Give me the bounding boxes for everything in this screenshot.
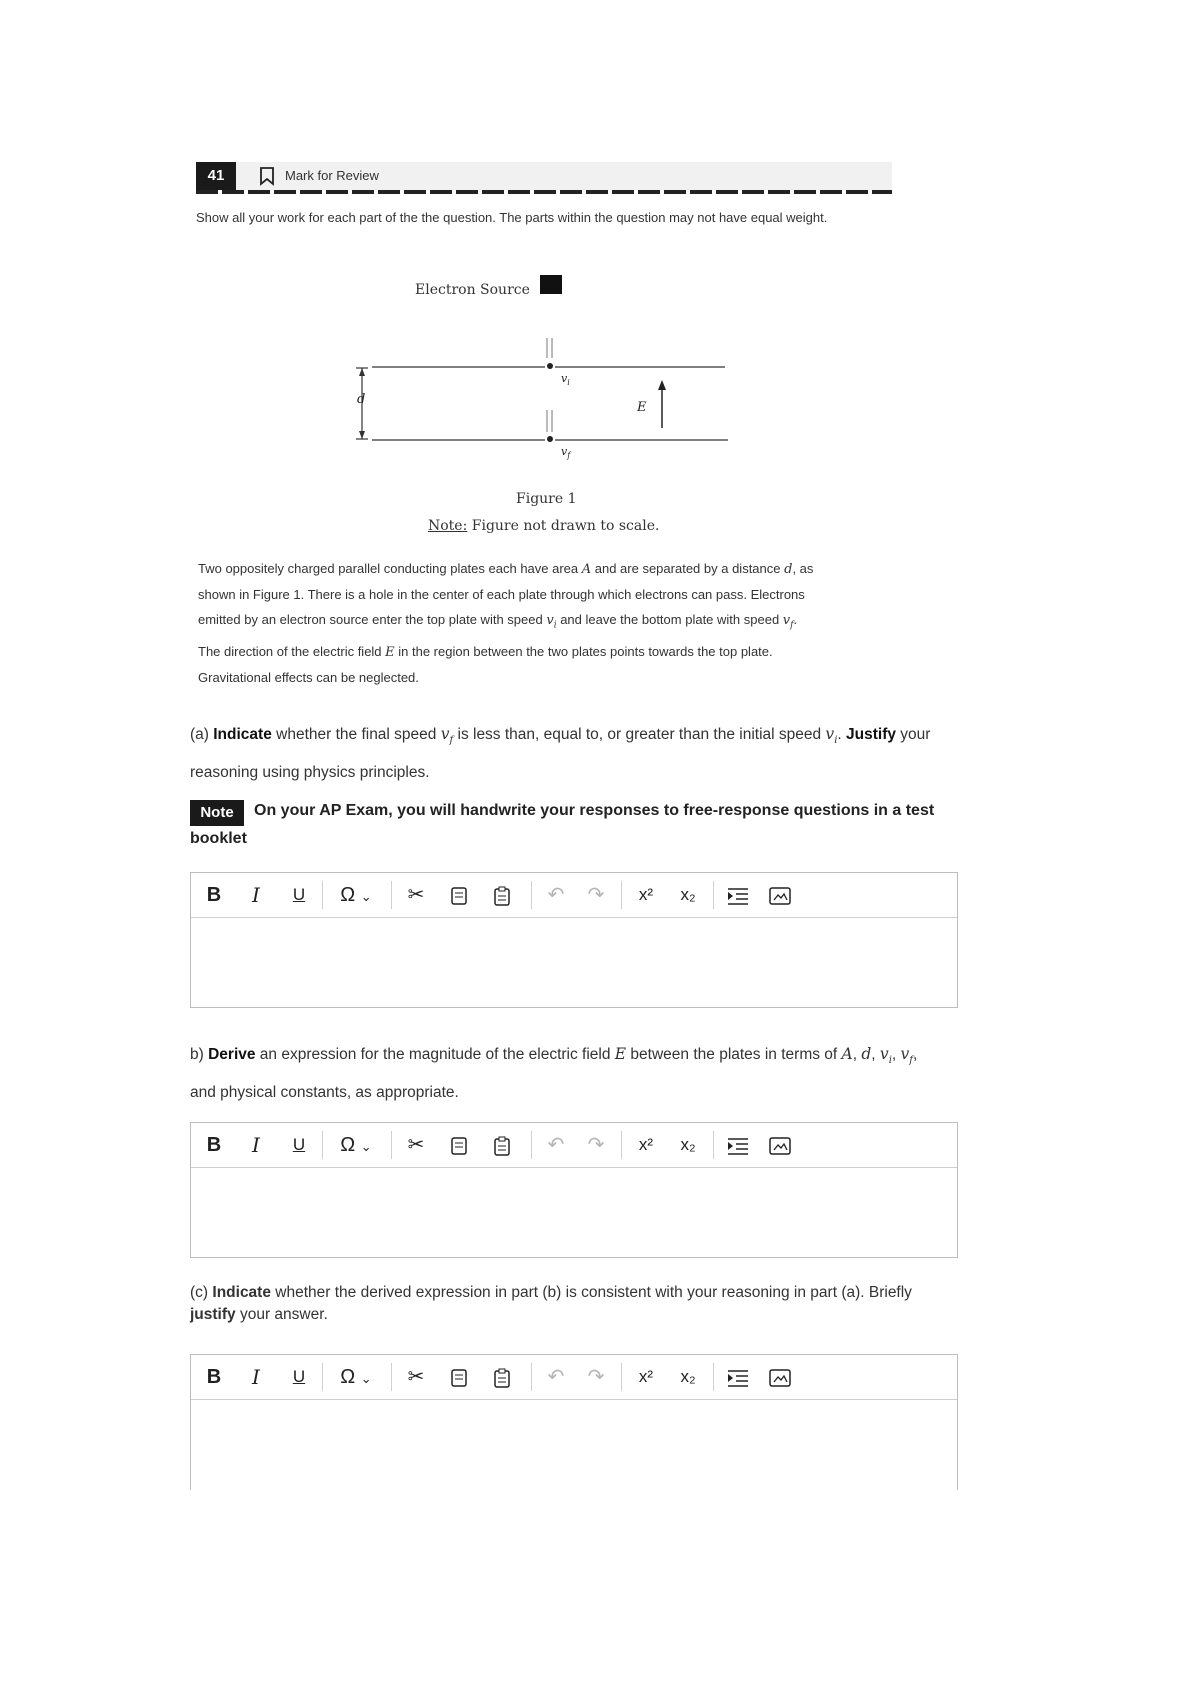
instructions-text: Show all your work for each part of the the question. The parts within the question may not have equal weight. [196, 210, 828, 225]
part-b-prompt: b) Derive an expression for the magnitude of the electric field E between the plates in terms of A, d, $v_i$, $v_f$, and physical constants, as appropriate. [190, 1045, 918, 1102]
answer-editor-b [190, 1122, 958, 1258]
image-icon[interactable] [765, 873, 795, 917]
note-text-cont: booklet [190, 830, 247, 847]
superscript-button[interactable]: x² [638, 885, 654, 904]
bookmark-icon[interactable] [258, 166, 276, 186]
copy-icon[interactable] [444, 873, 474, 917]
paste-icon[interactable] [487, 873, 517, 917]
redo-icon[interactable]: ↷ [587, 884, 605, 906]
special-char-dropdown[interactable]: Ω ⌄ [340, 884, 372, 906]
editor-toolbar [191, 873, 957, 918]
editor-textarea[interactable] [191, 1400, 957, 1490]
answer-editor-a [190, 872, 958, 1008]
indent-icon[interactable] [721, 1355, 755, 1399]
undo-icon[interactable]: ↶ [547, 884, 565, 906]
cut-icon[interactable]: ✂ [407, 1134, 425, 1156]
subscript-button[interactable]: x₂ [680, 1135, 696, 1154]
image-icon[interactable] [765, 1355, 795, 1399]
redo-icon[interactable]: ↷ [587, 1366, 605, 1388]
bold-button[interactable]: B [206, 1366, 222, 1388]
electron-top [547, 363, 553, 369]
label-E: E [637, 400, 647, 415]
figure-caption: Figure 1 [516, 491, 577, 507]
label-vi: $v_i$ [561, 372, 570, 388]
editor-textarea[interactable] [191, 918, 957, 1007]
bold-button[interactable]: B [206, 1134, 222, 1156]
figure-note: Note: Figure not drawn to scale. [428, 518, 660, 534]
indent-icon[interactable] [721, 873, 755, 917]
undo-icon[interactable]: ↶ [547, 1134, 565, 1156]
question-number: 41 [196, 162, 236, 190]
italic-button[interactable]: I [252, 1133, 260, 1157]
editor-toolbar [191, 1123, 957, 1168]
copy-icon[interactable] [444, 1355, 474, 1399]
mark-for-review-button[interactable]: Mark for Review [285, 168, 379, 183]
italic-button[interactable]: I [252, 883, 260, 907]
label-vf: $v_f$ [561, 445, 571, 461]
special-char-dropdown[interactable]: Ω ⌄ [340, 1134, 372, 1156]
italic-button[interactable]: I [252, 1365, 260, 1389]
special-char-dropdown[interactable]: Ω ⌄ [340, 1366, 372, 1388]
header-divider [196, 190, 892, 194]
subscript-button[interactable]: x₂ [680, 1367, 696, 1386]
superscript-button[interactable]: x² [638, 1367, 654, 1386]
bold-button[interactable]: B [206, 884, 222, 906]
electron-source-label: Electron Source [415, 282, 530, 298]
cut-icon[interactable]: ✂ [407, 884, 425, 906]
problem-description: Two oppositely charged parallel conducting plates each have area A and are separated by a distance d, as shown in Figure 1. There is a hole in the center of each plate through which electrons can pass. Electrons emitted by an electron source enter the top plate with speed $v_i$ and leave the bottom plate with speed $v_f$. The direction of the electric field E in the region between the two plates points towards the top plate. Gravitational effects can be neglected. [198, 561, 814, 685]
superscript-button[interactable]: x² [638, 1135, 654, 1154]
chevron-down-icon: ⌄ [360, 1139, 372, 1154]
editor-textarea[interactable] [191, 1168, 957, 1257]
answer-editor-c [190, 1354, 958, 1490]
copy-icon[interactable] [444, 1123, 474, 1167]
underline-button[interactable]: U [292, 885, 306, 904]
label-d: d [357, 392, 366, 407]
note-text: On your AP Exam, you will handwrite your responses to free-response questions in a test [254, 802, 935, 819]
cut-icon[interactable]: ✂ [407, 1366, 425, 1388]
electron-source-block [540, 275, 562, 294]
note-badge: Note [190, 800, 244, 826]
image-icon[interactable] [765, 1123, 795, 1167]
parallel-plates-diagram [340, 320, 740, 470]
editor-toolbar [191, 1355, 957, 1400]
paste-icon[interactable] [487, 1355, 517, 1399]
underline-button[interactable]: U [292, 1135, 306, 1154]
part-a-prompt: (a) Indicate whether the final speed $v_f$ is less than, equal to, or greater than the initial speed $v_i$. Justify your reasoning using physics principles. [190, 725, 931, 782]
paste-icon[interactable] [487, 1123, 517, 1167]
electron-bottom [547, 436, 553, 442]
indent-icon[interactable] [721, 1123, 755, 1167]
redo-icon[interactable]: ↷ [587, 1134, 605, 1156]
undo-icon[interactable]: ↶ [547, 1366, 565, 1388]
subscript-button[interactable]: x₂ [680, 885, 696, 904]
chevron-down-icon: ⌄ [360, 889, 372, 904]
chevron-down-icon: ⌄ [360, 1371, 372, 1386]
part-c-prompt: (c) Indicate whether the derived expression in part (b) is consistent with your reasoning in part (a). Briefly justify your answer. [190, 1284, 912, 1323]
underline-button[interactable]: U [292, 1367, 306, 1386]
